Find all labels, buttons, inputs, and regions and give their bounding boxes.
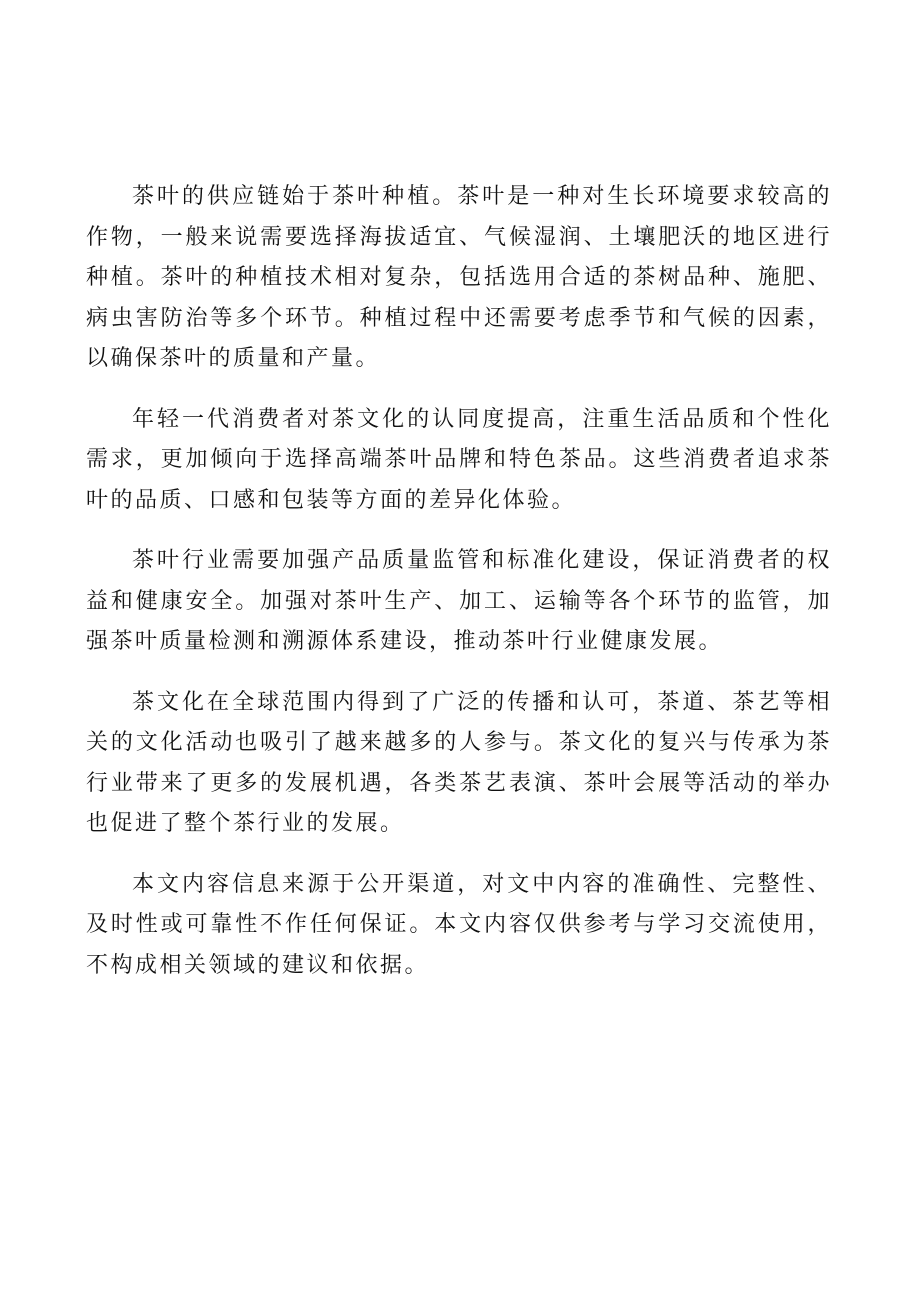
paragraph-disclaimer: 本文内容信息来源于公开渠道，对文中内容的准确性、完整性、及时性或可靠性不作任何保证。本文内容仅供参考与学习交流使用，不构成相关领域的建议和依据。 [86, 871, 832, 978]
paragraph-tea-culture: 茶文化在全球范围内得到了广泛的传播和认可，茶道、茶艺等相关的文化活动也吸引了越来越多的人参与。茶文化的复兴与传承为茶行业带来了更多的发展机遇，各类茶艺表演、茶叶会展等活动的举办也促进了整个茶行业的发展。 [86, 689, 832, 836]
paragraph-quality-supervision: 茶叶行业需要加强产品质量监管和标准化建设，保证消费者的权益和健康安全。加强对茶叶生产、加工、运输等各个环节的监管，加强茶叶质量检测和溯源体系建设，推动茶叶行业健康发展。 [86, 548, 832, 654]
paragraph-young-consumers: 年轻一代消费者对茶文化的认同度提高，注重生活品质和个性化需求，更加倾向于选择高端茶叶品牌和特色茶品。这些消费者追求茶叶的品质、口感和包装等方面的差异化体验。 [86, 406, 832, 513]
paragraph-tea-planting: 茶叶的供应链始于茶叶种植。茶叶是一种对生长环境要求较高的作物，一般来说需要选择海拔适宜、气候湿润、土壤肥沃的地区进行种植。茶叶的种植技术相对复杂，包括选用合适的茶树品种、施肥、病虫害防治等多个环节。种植过程中还需要考虑季节和气候的因素，以确保茶叶的质量和产量。 [86, 184, 832, 371]
document-body [86, 177, 832, 1006]
